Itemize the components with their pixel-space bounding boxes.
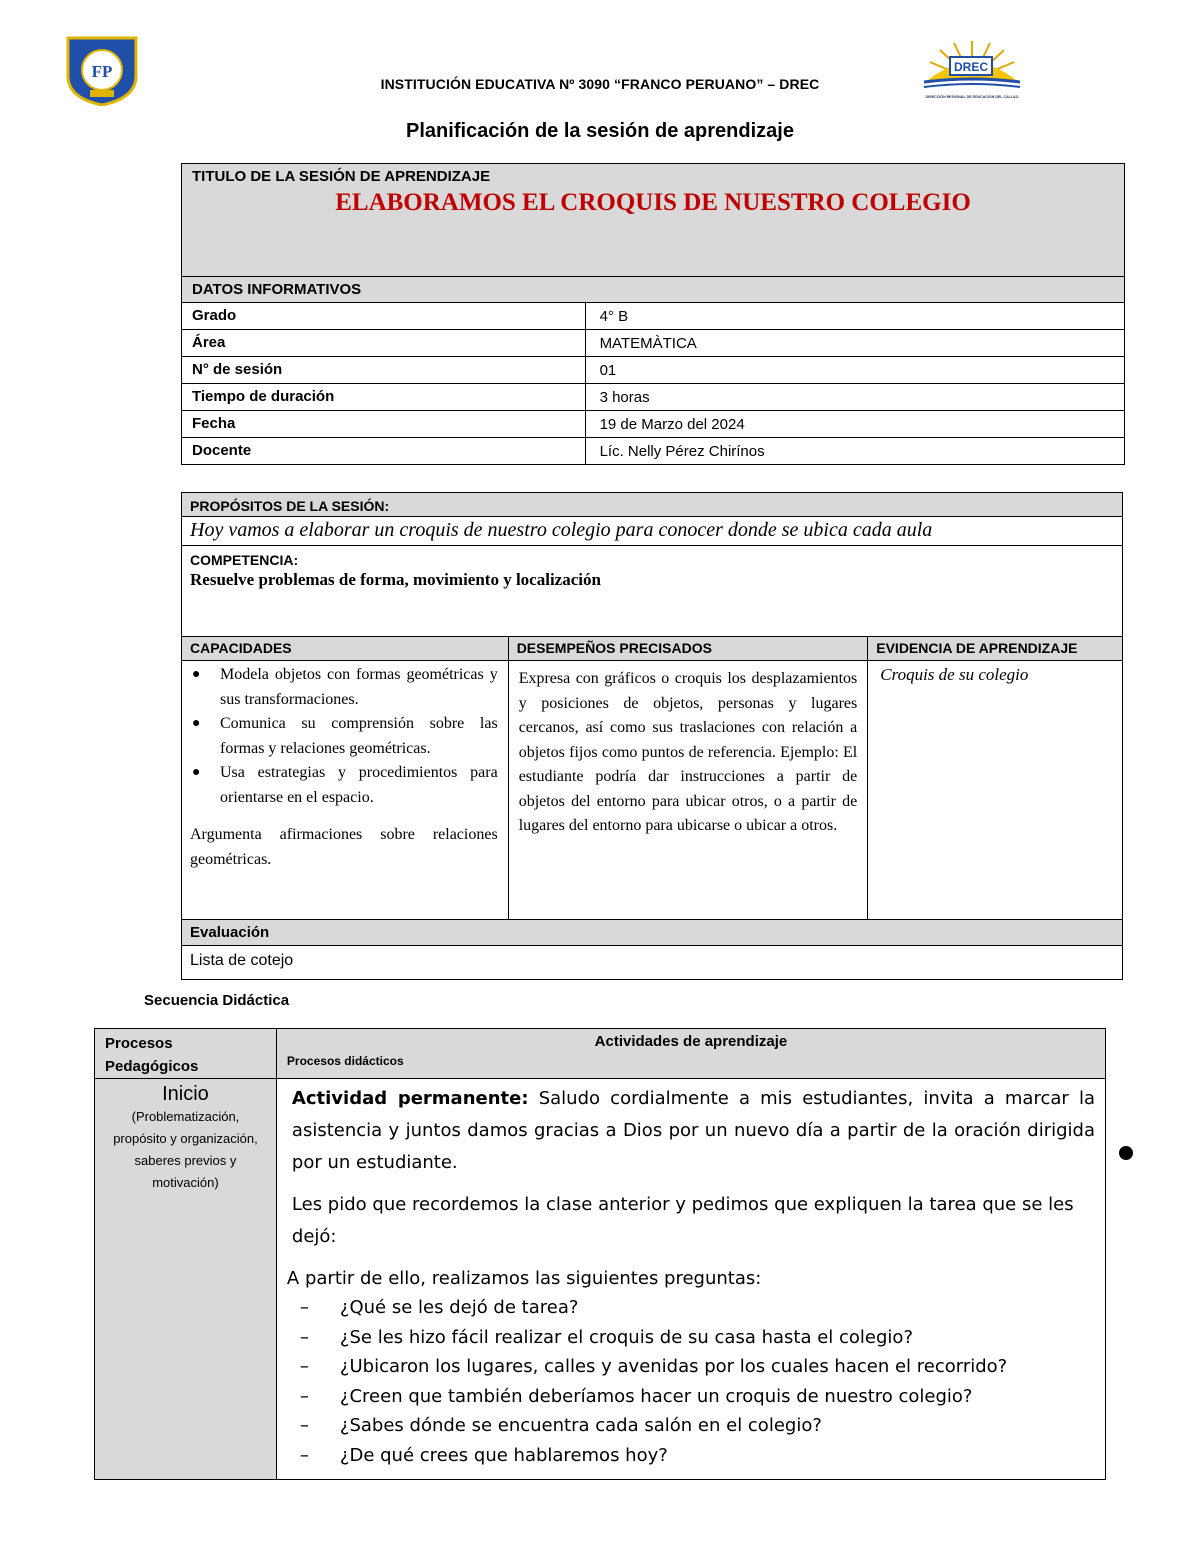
list-item: – ¿Se les hizo fácil realizar el croquis de su casa hasta el colegio? — [299, 1326, 913, 1348]
list-item: – ¿De qué crees que hablaremos hoy? — [299, 1444, 668, 1466]
session-title: ELABORAMOS EL CROQUIS DE NUESTRO COLEGIO — [335, 189, 971, 216]
purpose-header — [182, 493, 1123, 517]
info-label: Fecha — [192, 415, 236, 432]
list-item: – ¿Creen que también deberíamos hacer un croquis de nuestro colegio? — [299, 1385, 973, 1407]
capacity-extra: Argumenta afirmaciones sobre relaciones geométricas. — [190, 826, 498, 868]
info-value: 3 horas — [599, 389, 650, 406]
col-header-performances: DESEMPEÑOS PRECISADOS — [516, 640, 712, 656]
didactic-process-label: Procesos didácticos — [286, 1054, 404, 1068]
drec-logo-subtext: DIRECCIÓN REGIONAL DE EDUCACIÓN DEL CALLAO — [925, 95, 1019, 99]
col-header-evidence: EVIDENCIA DE APRENDIZAJE — [876, 640, 1078, 656]
list-item: – ¿Qué se les dejó de tarea? — [299, 1297, 579, 1318]
school-logo — [66, 36, 138, 106]
evidence-cell — [868, 661, 1123, 920]
phase-title: Inicio — [162, 1083, 209, 1105]
data-info-label: DATOS INFORMATIVOS — [192, 281, 362, 298]
competence-label: COMPETENCIA: — [190, 552, 299, 568]
info-label: Área — [192, 334, 226, 351]
capacities-list — [190, 663, 498, 810]
activities-header-text: Actividades de aprendizaje — [594, 1033, 788, 1050]
info-value: MATEMÀTICA — [599, 335, 697, 352]
info-row — [182, 357, 1125, 384]
session-info-table — [181, 163, 1125, 465]
purpose-label: PROPÓSITOS DE LA SESIÓN: — [190, 498, 390, 514]
competence-text: Resuelve problemas de forma, movimiento y localización — [190, 570, 601, 589]
questions-intro: A partir de ello, realizamos las siguientes preguntas: — [286, 1268, 762, 1289]
info-row — [182, 303, 1125, 330]
document-title: Planificación de la sesión de aprendizaje — [406, 120, 794, 142]
questions-list — [277, 1293, 1105, 1470]
recall-paragraph: Les pido que recordemos la clase anterior y pedimos que expliquen la tarea que se les dejó: — [291, 1194, 1074, 1247]
col-header-capacities: CAPACIDADES — [190, 640, 292, 656]
info-row — [182, 438, 1125, 465]
info-value: 01 — [599, 362, 617, 379]
drec-logo-text: DREC — [953, 60, 989, 74]
info-label: Grado — [192, 307, 237, 324]
session-title-label: TITULO DE LA SESIÓN DE APRENDIZAJE — [192, 168, 491, 185]
purpose-text: Hoy vamos a elaborar un croquis de nuestro colegio para conocer donde se ubica cada aula — [190, 519, 933, 541]
process-header — [95, 1029, 277, 1079]
competence-cell — [182, 546, 1123, 637]
school-logo-text: FP — [91, 62, 113, 81]
performance-cell — [508, 661, 868, 920]
bullet-icon: ● — [192, 765, 201, 780]
institution-title: INSTITUCIÓN EDUCATIVA Nº 3090 “FRANCO PERUANO” – DREC — [380, 76, 820, 92]
data-info-header — [182, 277, 1125, 303]
bullet-icon: ● — [192, 716, 201, 731]
sequence-label: Secuencia Didáctica — [144, 992, 290, 1009]
info-row — [182, 384, 1125, 411]
performance-text: Expresa con gráficos o croquis los desplazamientos y posiciones de objetos, personas y lugares cercanos, así como sus traslaciones con relación a objetos fijos como puntos de referencia. Ejemplo: El estudiante podría dar instrucciones a partir de objetos del entorno para ubicar otros, o a partir de lugares del entorno para ubicarse o ubicar a otros. — [518, 670, 858, 834]
activity-cell — [276, 1079, 1105, 1480]
evaluation-value: Lista de cotejo — [190, 952, 294, 969]
list-item: ● Modela objetos con formas geométricas y sus transformaciones. — [190, 663, 498, 712]
info-value: 4° B — [599, 308, 629, 325]
phase-description: (Problematización, propósito y organización, saberes previos y motivación) — [113, 1109, 258, 1190]
activity-label: Actividad permanente: — [291, 1088, 529, 1109]
purpose-text-cell — [182, 517, 1123, 546]
list-item: – ¿Ubicaron los lugares, calles y avenidas por los cuales hacen el recorrido? — [299, 1356, 1008, 1377]
info-label: Tiempo de duración — [192, 388, 335, 405]
info-value: Líc. Nelly Pérez Chirínos — [599, 443, 765, 460]
session-title-cell — [182, 164, 1125, 277]
evidence-text: Croquis de su colegio — [880, 665, 1029, 684]
process-header-text: Procesos Pedagógicos — [105, 1035, 199, 1075]
evaluation-label: Evaluación — [190, 924, 270, 941]
margin-bullet-icon — [1119, 1146, 1133, 1160]
info-label: Docente — [192, 442, 252, 459]
bullet-icon: ● — [192, 667, 201, 682]
list-item: – ¿Sabes dónde se encuentra cada salón en el colegio? — [299, 1415, 822, 1436]
sequence-table — [94, 1028, 1106, 1480]
purposes-table — [181, 492, 1123, 980]
activity-paragraph — [277, 1079, 1105, 1179]
info-value: 19 de Marzo del 2024 — [599, 416, 745, 433]
phase-cell — [95, 1079, 277, 1480]
list-item: ● Usa estrategias y procedimientos para orientarse en el espacio. — [190, 761, 498, 810]
activity-text: Saludo cordialmente a mis estudiantes, invita a marcar la asistencia y juntos damos gracias a Dios por un nuevo día a partir de la oración dirigida por un estudiante. — [291, 1088, 1095, 1173]
capacities-cell — [182, 661, 509, 920]
info-label: N° de sesión — [192, 361, 283, 378]
list-item: ● Comunica su comprensión sobre las formas y relaciones geométricas. — [190, 712, 498, 761]
info-row — [182, 330, 1125, 357]
drec-logo — [920, 40, 1024, 106]
info-row — [182, 411, 1125, 438]
activities-header — [276, 1029, 1105, 1079]
